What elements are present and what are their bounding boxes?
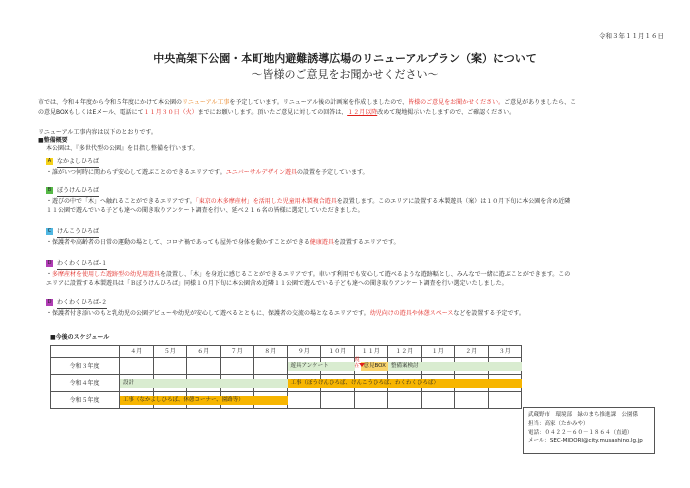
section-5 xyxy=(46,299,666,318)
body-text: を設置し、「木」を身近に感じることができるエリアです。車いす利用でも安心して遊べるような遊跡幅とし、みんなで一緒に遊ぶことができます。この xyxy=(160,270,571,278)
highlight-text: 幼児向けの遊具や休憩スペース xyxy=(369,309,454,317)
section-bullet xyxy=(46,197,666,206)
document-subtitle: 〜皆様のご意見をお聞かせください〜 xyxy=(251,68,439,81)
section-bullet xyxy=(46,238,666,247)
body-text: ・保護者付き添いのもと乳幼児の公園デビューや幼児が安心して遊べるとともに、保護者の交流の場となるエリアです。 xyxy=(46,309,370,317)
schedule-row-label: 令和５年度 xyxy=(50,392,120,409)
document-title: 中央高架下公園・本町地内避難誘導広場のリニューアルプラン（案）について xyxy=(153,52,537,65)
schedule-cell xyxy=(455,392,489,409)
schedule-cell xyxy=(221,358,255,375)
lead-text: リニューアル工事内容は以下のとおりです。 xyxy=(38,129,157,136)
body-text: ・ xyxy=(46,270,53,278)
intro-highlight: リニューアル工事 xyxy=(182,99,230,106)
section-header xyxy=(46,187,666,197)
schedule-month-header: １１月 xyxy=(355,345,389,358)
body-text: を設置するエリアです。 xyxy=(333,238,400,246)
overview-text: 本公園は、『多世代型の公園』を目指し整備を行います。 xyxy=(46,145,199,152)
section-3 xyxy=(46,228,666,247)
schedule-month-header: １０月 xyxy=(321,345,355,358)
section-bullet xyxy=(46,206,666,215)
schedule-row-label: 令和３年度 xyxy=(50,358,120,375)
body-text: を設置します。このエリアに設置する本製遊具（案）は１０月下旬に本公園を含め近隣 xyxy=(336,197,571,205)
schedule-month-header: １月 xyxy=(422,345,456,358)
schedule-bar-opinion-box: 意見BOX xyxy=(361,362,389,371)
intro-text: の意見BOXもしくはEメール、電話にて xyxy=(38,108,144,116)
section-bullet xyxy=(46,168,666,177)
schedule-cell xyxy=(321,392,355,409)
contact-phone: 電話：０４２２－６０－１８６４（直通） xyxy=(528,429,633,436)
body-text: の設置を予定しています。 xyxy=(296,168,369,176)
highlight-text: ユニバーサルデザイン遊具 xyxy=(225,168,297,176)
schedule-bar-design: 設計 xyxy=(120,379,288,388)
section-bullet xyxy=(46,270,666,279)
schedule-cell xyxy=(288,392,322,409)
intro-text: 市では、令和４年度から令和５年度にかけて本公園の xyxy=(38,99,183,106)
schedule-cell xyxy=(154,358,188,375)
section-header xyxy=(46,299,666,309)
schedule-month-header: ２月 xyxy=(455,345,489,358)
schedule-cell xyxy=(489,392,523,409)
section-title: わくわくひろば-１ xyxy=(57,260,107,270)
intro-text: 改めて現地掲示いたしますので、ご確認ください。 xyxy=(377,108,516,116)
schedule-heading: ■今後のスケジュール xyxy=(50,334,110,341)
schedule-cell xyxy=(422,392,456,409)
section-tag: B xyxy=(47,187,52,193)
now-label: 現在 xyxy=(354,357,360,370)
section-header xyxy=(46,260,666,270)
schedule-cell xyxy=(187,358,221,375)
schedule-month-header: ７月 xyxy=(221,345,255,358)
schedule-bar-plan: 整備案検討 xyxy=(388,362,522,371)
schedule-cell xyxy=(120,358,154,375)
schedule-month-header: ５月 xyxy=(154,345,188,358)
schedule-month-header: ４月 xyxy=(120,345,154,358)
body-text: ・誰がいつ何時に関わらず安心して遊ぶことのできるエリアです。 xyxy=(46,168,226,176)
section-bullet xyxy=(46,309,666,318)
section-title: けんこうひろば xyxy=(57,228,99,238)
intro-deadline: １１月３０日（火） xyxy=(143,108,198,116)
body-text: ・保護者や高齢者の日常の運動の場として、コロナ禍であっても屋外で身体を動かすことができる xyxy=(46,238,310,246)
body-text: などを設置する予定です。 xyxy=(453,309,525,317)
schedule-month-header: １２月 xyxy=(388,345,422,358)
intro-text: ご意見がありましたら、こ xyxy=(504,99,577,106)
section-header xyxy=(46,158,666,168)
intro-paragraph xyxy=(38,98,658,117)
schedule-month-header: ３月 xyxy=(489,345,523,358)
contact-org: 武蔵野市 環境部 緑のまち推進課 公園係 xyxy=(528,412,639,418)
section-tag: D xyxy=(47,299,52,305)
section-bullet xyxy=(46,279,666,288)
section-tag: D xyxy=(47,260,52,266)
section-tag: C xyxy=(47,228,52,234)
document-date: 令和３年１１月１６日 xyxy=(599,32,664,40)
body-text: ・遊びの中で「木」へ触れることができるエリアです。 xyxy=(46,197,196,205)
highlight-text: 健康遊具 xyxy=(309,238,334,246)
highlight-text: 「東京の木多摩産材」を活用した児童用木製複合遊具 xyxy=(195,197,337,205)
intro-text: までにお願いします。頂いたご意見に対しての回答は、 xyxy=(197,108,348,116)
section-1 xyxy=(46,158,666,177)
schedule-month-header: ６月 xyxy=(187,345,221,358)
section-title: なかよしひろば xyxy=(57,158,99,168)
schedule-cell xyxy=(388,392,422,409)
section-4 xyxy=(46,260,666,288)
contact-box xyxy=(523,407,655,454)
body-text: エリアに設置する本製遊具は「Ｂぼうけんひろば」同様１０月下旬に本公園含め近隣１１公園で遊んでいる子ども達への聞き取りアンケート調査を行い選定いたしました。 xyxy=(46,279,508,287)
schedule-bar-work-r4: 工事（ぼうけんひろば、けんこうひろば、わくわくひろば） xyxy=(288,379,523,388)
schedule-row-label: 令和４年度 xyxy=(50,375,120,392)
highlight-text: 多摩産材を使用した遊跡型の幼児用遊具 xyxy=(52,270,161,278)
intro-text: を予定しています。リニューアル後の計画案を作成しましたので、 xyxy=(229,99,409,106)
schedule-bar-work-r5: 工事（なかよしひろば、休憩コーナー、園路等） xyxy=(120,396,288,405)
schedule-cell xyxy=(355,392,389,409)
section-header xyxy=(46,228,666,238)
schedule-cell xyxy=(254,358,288,375)
intro-reply-date: １２月以降 xyxy=(347,108,378,116)
schedule-month-header: ９月 xyxy=(288,345,322,358)
section-2 xyxy=(46,187,666,215)
contact-email: メール：SEC-MIDORI@city.musashino.lg.jp xyxy=(528,438,643,445)
schedule-corner xyxy=(50,345,120,358)
overview-heading: ■整備概要 xyxy=(38,137,68,144)
now-marker-icon xyxy=(359,363,365,367)
contact-person: 担当：高家（たかみや） xyxy=(528,420,589,427)
section-tag: A xyxy=(47,158,52,164)
schedule-bar-survey: 遊具アンケート xyxy=(288,362,355,371)
section-title: わくわくひろば-２ xyxy=(57,299,107,309)
section-title: ぼうけんひろば xyxy=(57,187,99,197)
body-text: １１公園で遊んでいる子ども達への聞き取りアンケート調査を行い、延べ２１６名の皆様に選定していただきました。 xyxy=(46,206,364,214)
schedule-month-header: ８月 xyxy=(254,345,288,358)
intro-highlight: 皆様のご意見をお聞かせください。 xyxy=(408,99,505,106)
